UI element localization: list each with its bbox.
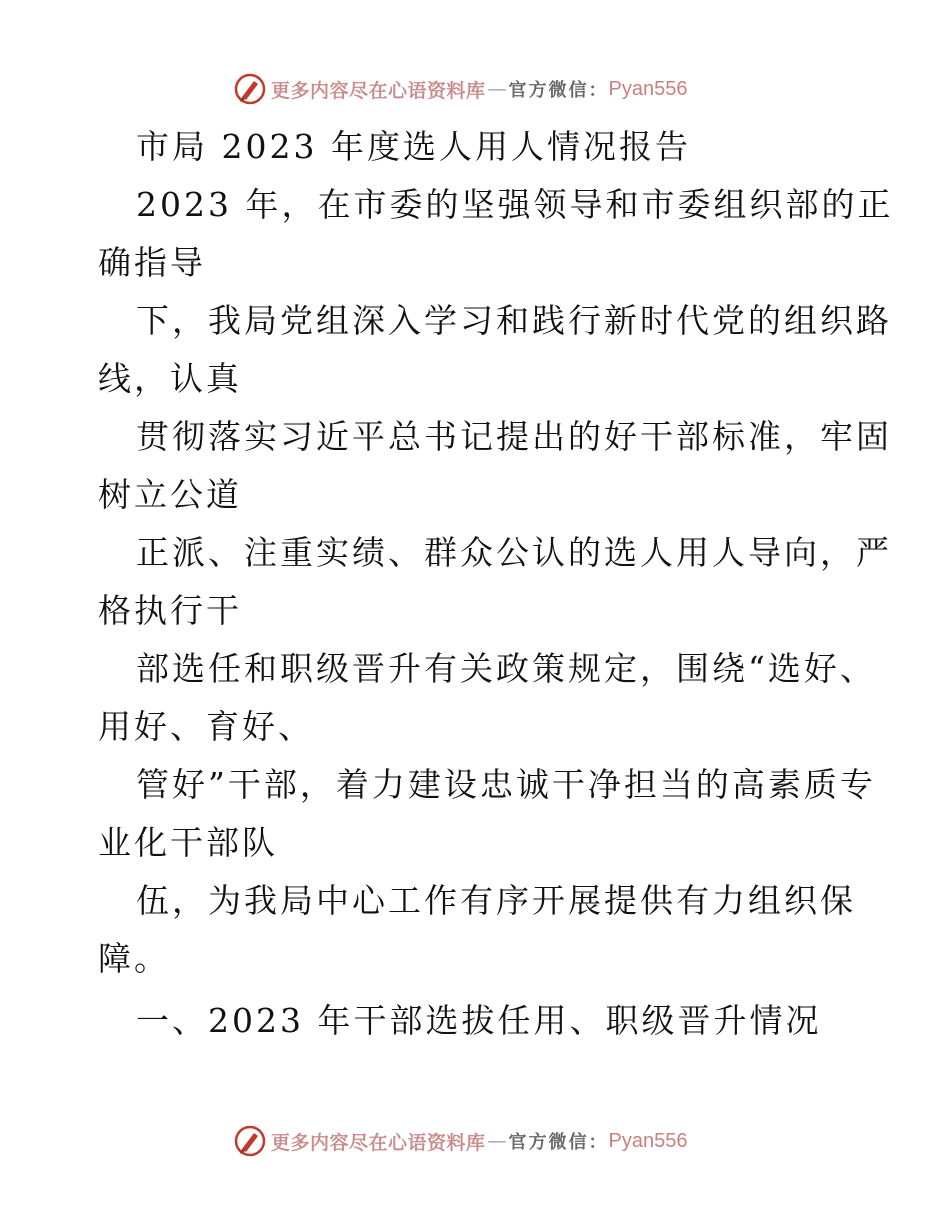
header-banner [233, 72, 687, 106]
banner-wechat-id: Pyan556 [608, 1129, 688, 1152]
pen-logo-icon [233, 72, 267, 106]
section-heading: 一、2023 年干部选拔任用、职级晋升情况 [136, 1001, 822, 1040]
banner-wechat-id: Pyan556 [608, 77, 688, 100]
banner-wechat-label: 官方微信： [508, 80, 609, 101]
body-line: 线，认真 [98, 359, 242, 398]
banner-dash: — [487, 1130, 507, 1152]
banner-site-name: 更多内容尽在心语资料库 [271, 79, 486, 102]
body-line: 伍，为我局中心工作有序开展提供有力组织保 [136, 881, 856, 920]
body-line: 用好、育好、 [98, 707, 314, 746]
body-line: 树立公道 [98, 475, 242, 514]
body-line: 部选任和职级晋升有关政策规定，围绕“选好、 [136, 649, 876, 688]
body-line: 格执行干 [98, 591, 242, 630]
banner-site-name: 更多内容尽在心语资料库 [271, 1131, 486, 1154]
banner-wechat-label: 官方微信： [508, 1132, 609, 1153]
body-line: 管好”干部，着力建设忠诚干净担当的高素质专 [136, 765, 876, 804]
body-line: 贯彻落实习近平总书记提出的好干部标准，牢固 [136, 417, 892, 456]
pen-logo-icon [233, 1124, 267, 1158]
body-line: 业化干部队 [98, 823, 278, 862]
banner-dash: — [487, 78, 507, 100]
body-line: 正派、注重实绩、群众公认的选人用人导向，严 [136, 533, 892, 572]
body-line: 障。 [98, 939, 170, 978]
document-title: 市局 2023 年度选人用人情况报告 [136, 127, 691, 166]
body-line: 下，我局党组深入学习和践行新时代党的组织路 [136, 301, 892, 340]
body-line: 确指导 [98, 243, 206, 282]
body-line: 2023 年，在市委的坚强领导和市委组织部的正 [136, 185, 894, 224]
footer-banner [233, 1124, 687, 1158]
